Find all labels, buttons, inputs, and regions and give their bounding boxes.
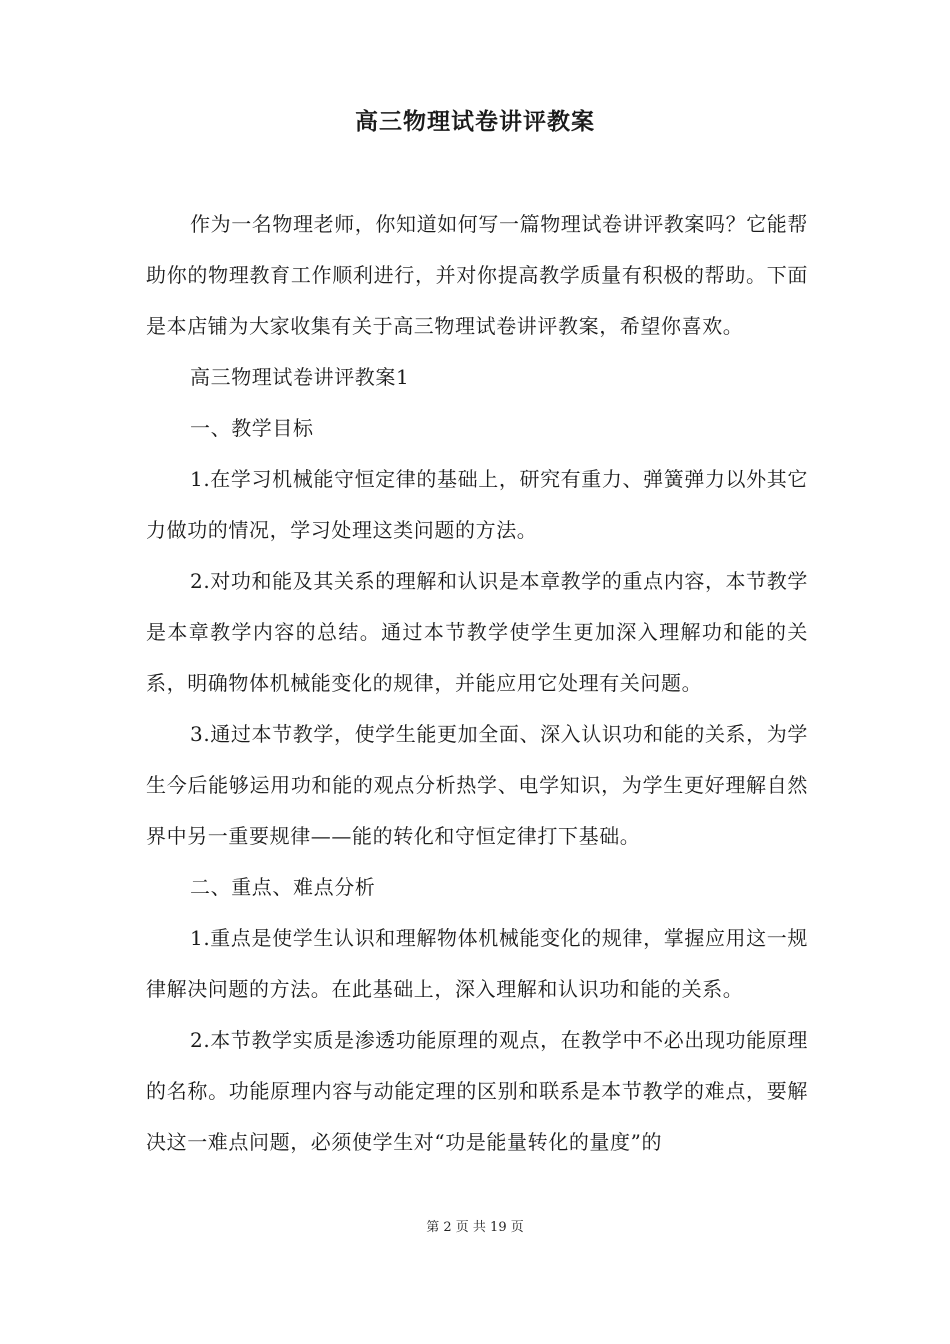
document-body (146, 199, 808, 1168)
section-heading-key-points: 二、重点、难点分析 (190, 875, 376, 899)
key-point-item-1: 1.重点是使学生认识和理解物体机械能变化的规律，掌握应用这一规律解决问题的方法。在此基础上，深入理解和认识功和能的关系。 (146, 926, 808, 1001)
document-title: 高三物理试卷讲评教案 (355, 108, 595, 135)
key-point-item-2: 2.本节教学实质是渗透功能原理的观点，在教学中不必出现功能原理的名称。功能原理内容与动能定理的区别和联系是本节教学的难点，要解决这一难点问题，必须使学生对“功是能量转化的量度”的 (146, 1028, 808, 1154)
section-heading-teaching-goals: 一、教学目标 (190, 416, 314, 440)
goal-item-1: 1.在学习机械能守恒定律的基础上，研究有重力、弹簧弹力以外其它力做功的情况，学习处理这类问题的方法。 (146, 467, 808, 542)
goal-item-3: 3.通过本节教学，使学生能更加全面、深入认识功和能的关系，为学生今后能够运用功和能的观点分析热学、电学知识，为学生更好理解自然界中另一重要规律——能的转化和守恒定律打下基础。 (146, 722, 808, 848)
section-heading-lesson-1: 高三物理试卷讲评教案1 (190, 365, 410, 389)
page-number-footer: 第 2 页 共 19 页 (426, 1220, 524, 1235)
intro-paragraph: 作为一名物理老师，你知道如何写一篇物理试卷讲评教案吗？它能帮助你的物理教育工作顺利进行，并对你提高教学质量有积极的帮助。下面是本店铺为大家收集有关于高三物理试卷讲评教案，希望你喜欢。 (146, 212, 808, 338)
goal-item-2: 2.对功和能及其关系的理解和认识是本章教学的重点内容，本节教学是本章教学内容的总结。通过本节教学使学生更加深入理解功和能的关系，明确物体机械能变化的规律，并能应用它处理有关问题。 (146, 569, 808, 695)
